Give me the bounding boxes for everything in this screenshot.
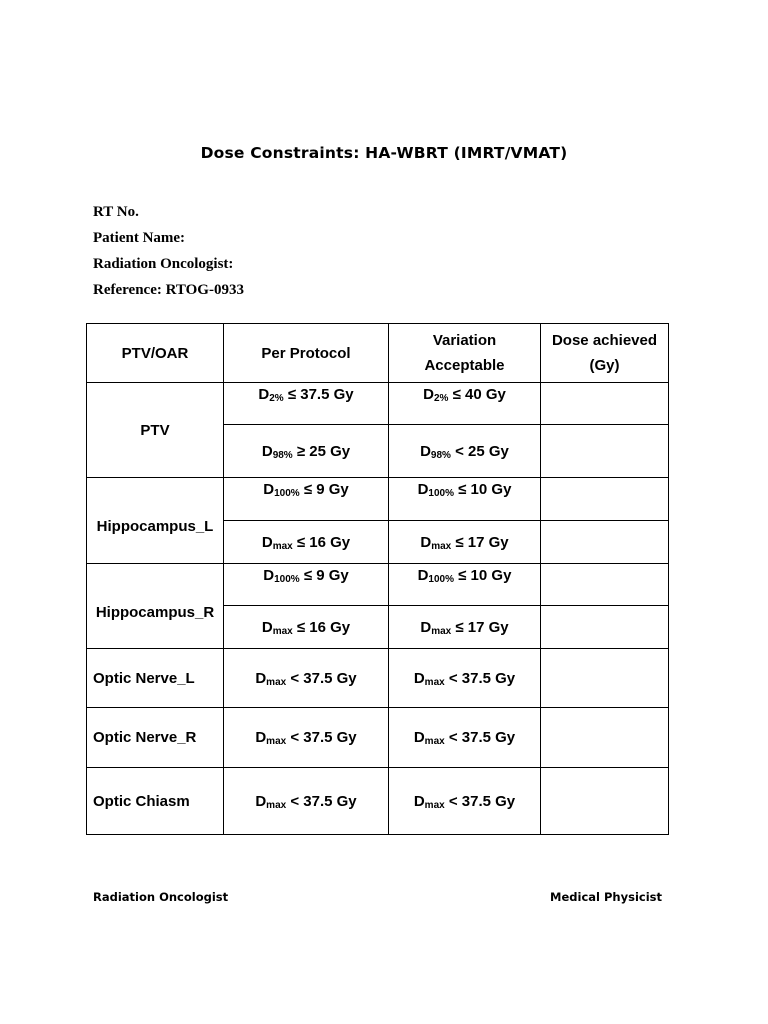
- protocol-cell: $D_{100\%} \le 9$ Gy: [224, 478, 389, 521]
- dose-achieved-cell[interactable]: [541, 521, 669, 564]
- dose-achieved-cell[interactable]: [541, 564, 669, 606]
- structure-cell: Hippocampus_R: [87, 564, 224, 649]
- structure-cell: Optic Nerve_L: [87, 649, 224, 708]
- dose-achieved-cell[interactable]: [541, 478, 669, 521]
- dose-achieved-cell[interactable]: [541, 383, 669, 425]
- dose-achieved-cell[interactable]: [541, 768, 669, 835]
- table-row: [87, 383, 669, 425]
- radiation-oncologist-label: Radiation Oncologist:: [93, 256, 234, 272]
- variation-cell: $D_{2\%} \le 40$ Gy: [389, 383, 541, 425]
- variation-cell: $D_{max} < 37.5$ Gy: [389, 649, 541, 708]
- variation-cell: $D_{max} < 37.5$ Gy: [389, 708, 541, 768]
- signature-medical-physicist: Medical Physicist: [550, 890, 662, 904]
- header-dose-achieved: [541, 324, 669, 383]
- page-title: Dose Constraints: HA-WBRT (IMRT/VMAT): [200, 144, 568, 162]
- variation-cell: $D_{max} < 37.5$ Gy: [389, 768, 541, 835]
- dose-achieved-cell[interactable]: [541, 708, 669, 768]
- variation-cell: $D_{max} \le 17$ Gy: [389, 521, 541, 564]
- table-row: [87, 478, 669, 521]
- protocol-cell: $D_{100\%} \le 9$ Gy: [224, 564, 389, 606]
- structure-cell: PTV: [87, 383, 224, 478]
- header-variation-acceptable: [389, 324, 541, 383]
- header-per-protocol: Per Protocol: [224, 324, 389, 383]
- header-dose-line2: (Gy): [589, 357, 620, 374]
- table-row: [87, 649, 669, 708]
- header-variation-line1: Variation: [432, 332, 497, 349]
- dose-achieved-cell[interactable]: [541, 606, 669, 649]
- header-variation-line2: Acceptable: [424, 357, 505, 374]
- variation-cell: $D_{100\%} \le 10$ Gy: [389, 564, 541, 606]
- protocol-cell: $D_{max} \le 16$ Gy: [224, 606, 389, 649]
- reference-label: Reference: RTOG-0933: [93, 282, 244, 298]
- protocol-cell: $D_{98\%} \ge 25$ Gy: [224, 425, 389, 478]
- table-header-row: [87, 324, 669, 383]
- dose-achieved-cell[interactable]: [541, 649, 669, 708]
- table-row: [87, 708, 669, 768]
- protocol-cell: $D_{max} < 37.5$ Gy: [224, 768, 389, 835]
- patient-name-label: Patient Name:: [93, 230, 186, 246]
- variation-cell: $D_{98\%} < 25$ Gy: [389, 425, 541, 478]
- protocol-cell: $D_{max} \le 16$ Gy: [224, 521, 389, 564]
- dose-constraints-table: [86, 323, 669, 835]
- variation-cell: $D_{max} \le 17$ Gy: [389, 606, 541, 649]
- header-dose-line1: Dose achieved: [551, 332, 658, 349]
- protocol-cell: $D_{max} < 37.5$ Gy: [224, 708, 389, 768]
- rt-no-label: RT No.: [93, 204, 139, 220]
- variation-cell: $D_{100\%} \le 10$ Gy: [389, 478, 541, 521]
- structure-cell: Optic Nerve_R: [87, 708, 224, 768]
- structure-cell: Optic Chiasm: [87, 768, 224, 835]
- protocol-cell: $D_{2\%} \le 37.5$ Gy: [224, 383, 389, 425]
- signature-radiation-oncologist: Radiation Oncologist: [93, 890, 229, 904]
- dose-achieved-cell[interactable]: [541, 425, 669, 478]
- structure-cell: Hippocampus_L: [87, 478, 224, 564]
- header-ptv-oar: PTV/OAR: [87, 324, 224, 383]
- protocol-cell: $D_{max} < 37.5$ Gy: [224, 649, 389, 708]
- table-row: [87, 564, 669, 606]
- table-row: [87, 768, 669, 835]
